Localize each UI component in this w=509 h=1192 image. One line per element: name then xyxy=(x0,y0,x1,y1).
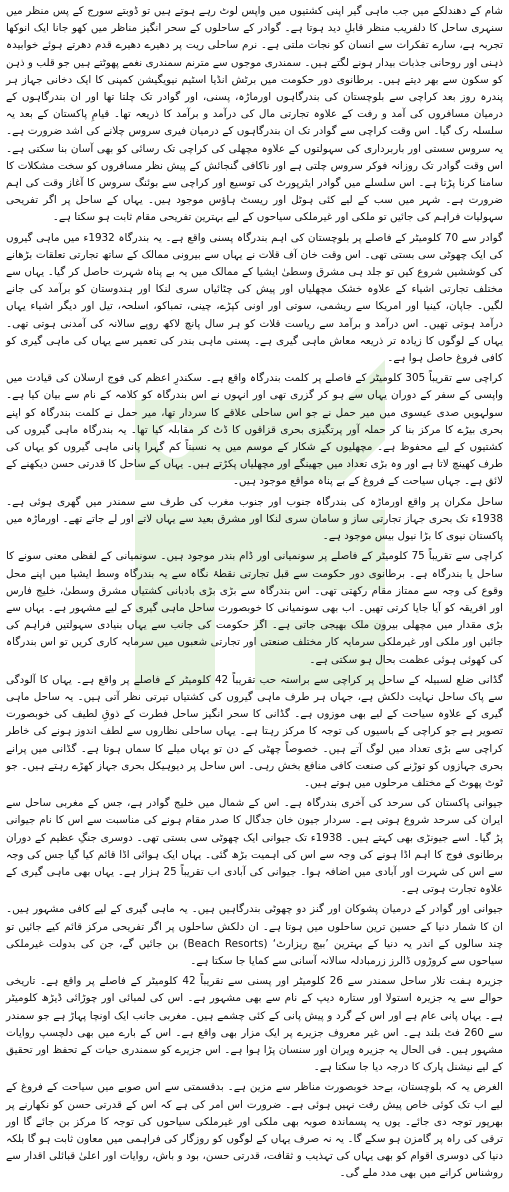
paragraph-gwadar: شام کے دھندلکے میں جب ماہی گیر اپنی کشتیوں میں واپس لوٹ رہے ہوتے ہیں تو ڈوبتے سورج کے پس منظر میں سنہری ساحل کا دلفریب منظر قابلِ دید ہوتا ہے۔ گوادر کے ساحلوں کے سحر انگیز مناظر میں کھو جانا ایک انوکھا تجربہ ہے، سارے تفکرات سے انسان کو نجات ملتی ہے۔ نرم ساحلی ریت پر دھیرے دھیرے قدم دھرتے ہوئے خوابیدہ ذہنی اور روحانی جذبات بیدار ہونے لگتے ہیں۔ سمندری موجوں سے مترنم سمندری نغمے پھوٹتے ہیں جو قلب و ذہن کو سکون سے بھر دیتے ہیں۔ برطانوی دور حکومت میں برٹش انڈیا اسٹیم نیویگیشن کمپنی کا ایک دخانی جہاز ہر پندرہ روز بعد کراچی سے بلوچستان کی بندرگاہوں اورماڑہ، پسنی، اور گوادر تک چلتا تھا اور ان بندرگاہوں کے درمیان مسافروں کی آمد و رفت کے علاوہ تجارتی مال کی درآمد و برآمد کا ذریعہ تھا۔ قیامِ پاکستان کے بعد یہ سلسلہ رک گیا۔ اس وقت کراچی سے گوادر تک ان بندرگاہوں کے درمیان فیری سروس چلانے کی اشد ضرورت ہے۔ یہ سروس سستی اور باربرداری کی سہولتوں کے علاوہ مچھلی کی کراچی تک رسائی کو بھی آسان بنا سکتی ہے۔ اس وقت گوادر تک روزانہ فوکر سروس چلتی ہے اور ناکافی گنجائش کے پیش نظر مسافروں کو سخت مشکلات کا سامنا کرنا پڑتا ہے۔ اس سلسلے میں گوادر ایئرپورٹ کی توسیع اور کراچی سے بوئنگ سروس کا آغاز وقت کی اہم ضرورت ہے۔ شہر میں سب کے لیے کئی ہوٹل اور ریسٹ ہاؤس موجود ہیں۔ یہاں کے ساحل پر اگر تفریحی سہولیات فراہم کی جائیں تو ملکی اور غیرملکی سیاحوں کے لیے بہترین تفریحی مقام ثابت ہو سکتا ہے۔ xyxy=(6,5,503,224)
paragraph-conclusion: الغرض یہ کہ بلوچستان، بےحد خوبصورت مناظر سے مزین ہے۔ بدقسمتی سے اس صوبے میں سیاحت کے فروغ کے لیے اب تک کوئی خاص پیش رفت نہیں ہوئی ہے۔ ضرورت اس امر کی ہے کہ اس کے قدرتی حسن کو نکھارنے پر بھرپور توجہ دی جائے۔ یوں یہ پسماندہ صوبہ بھی ملکی اور غیرملکی سیاحوں کی توجہ کا مرکز بن جائے گا اور ترقی کی راہ پر گامزن ہو سکے گا۔ یہ نہ صرف یہاں کے لوگوں کو روزگار کی فراہمی میں معاون ثابت ہو گا بلکہ دنیا کی دوسری اقوام کو بھی یہاں کی تہذیب و ثقافت، قدرتی حسن، بود و باش، روایات اور اعلیٰ قبائلی اقدار سے روشناس کرانے میں بھی مدد ملے گی۔ xyxy=(6,1081,503,1180)
paragraph-beach-resorts: جیوانی اور گوادر کے درمیان پشوکان اور گنز دو چھوٹی بندرگاہیں ہیں۔ یہ ماہی گیری کے لیے کافی مشہور ہیں۔ ان کا شمار دنیا کے حسین ترین ساحلوں میں ہوتا ہے۔ ان دلکش ساحلوں پر اگر تفریحی مرکز قائم کیے جائیں تو چند سالوں کے اندر یہ دنیا کے بہترین ’بیچ ریزارٹ‘ (Beach Resorts) بن جائیں گے، جن کی بدولت غیرملکی سیاحوں سے کروڑوں ڈالرز زرمبادلہ سالانہ آسانی سے کمایا جا سکتا ہے۔ xyxy=(6,903,503,967)
paragraph-kalmat: کراچی سے تقریباً 305 کلومیٹر کے فاصلے پر کلمت بندرگاہ واقع ہے۔ سکندرِ اعظم کی فوج ارسلان کی قیادت میں واپسی کے سفر کے دوران یہاں سے ہو کر گزری تھی اور انہوں نے اس بندرگاہ کو کلامہ کے نام سے بیان کیا ہے۔ سولہویں صدی عیسوی میں میر حمل نے جو اس ساحلی علاقے کا سردار تھا، میر حمل نے کلمت بندرگاہ کو اپنے بحری بیڑے کا مرکز بنا کر حملہ آور پرتگیزی بحری قزاقوں کا ڈٹ کر مقابلہ کیا تھا۔ یہ بندرگاہ ماہی گیروں کی کشتیوں کے لیے محفوظ ہے۔ مچھلیوں کے شکار کے موسم میں یہ نسبتاً کم گہرا پانی ماہی گیروں کو یہاں کی طرف کھینچ لاتا ہے اور وہ بڑی تعداد میں جھینگے اور مچھلیاں پکڑتے ہیں۔ یہاں کے ساحل کا قدرتی حسن دیکھنے کے لائق ہے۔ جہاں سیاحت کے فروغ کے بے پناہ مواقع موجود ہیں۔ xyxy=(6,372,504,488)
paragraph-ormara: ساحل مکران پر واقع اورماڑہ کی بندرگاہ جنوب اور جنوب مغرب کی طرف سے سمندر میں گھری ہوئی ہے۔ 1938ء تک بحری جہاز تجارتی ساز و سامان سری لنکا اور مشرق بعید سے یہاں لاتے اور لے جاتے تھے۔ اورماڑہ میں پاکستان نیوی کا بڑا نیول بیس موجود ہے۔ xyxy=(6,495,503,543)
paragraph-jiwani: جیوانی پاکستان کی سرحد کی آخری بندرگاہ ہے۔ اس کے شمال میں خلیج گوادر ہے، جس کے مغربی ساحل سے ایران کی سرحد شروع ہوتی ہے۔ سردار جیون خان جدگال کا صدر مقام ہونے کی مناسبت سے اس کا نام جیوانی پڑ گیا۔ اسے جیونڑی بھی کہتے ہیں۔ 1938ء تک جیوانی ایک چھوٹی سی بستی تھی۔ دوسری جنگِ عظیم کے دوران برطانوی فوج کا اہم اڈا ہونے کی وجہ سے اس کی اہمیت بڑھ گئی۔ یہاں ایک ہوائی اڈا قائم کیا گیا جس کی وجہ سے اس کی شہرت اور آبادی میں اضافہ ہوا۔ جیوانی کی آبادی اب تقریباً 25 ہزار ہے۔ یہاں بھی ماہی گیری کے علاوہ تجارت ہوتی ہے۔ xyxy=(6,797,504,896)
article-body xyxy=(6,3,503,1183)
paragraph-gadani: گڈانی ضلع لسبیلہ کے ساحل پر کراچی سے براستہ حب تقریباً 42 کلومیٹر کے فاصلے پر واقع ہے۔ یہاں کا آلودگی سے پاک ساحل نہایت دلکش ہے، جہاں ہر طرف ماہی گیروں کی کشتیاں تیرتی نظر آتی ہیں۔ یہ ساحل ماہی گیری کے علاوہ سیاحت کے لیے بھی موزوں ہے۔ گڈانی کا سحر انگیز ساحل فطرت کے ذوقِ لطیف کی خوبصورت تصویر ہے جو کراچی کے باسیوں کی توجہ کا مرکز رہتا ہے۔ یہاں ساحلی نظاروں سے لطف اندوز ہونے کی خاطر کراچی سے بڑی تعداد میں لوگ آتے ہیں۔ خصوصاً چھٹی کے دن تو یہاں میلے کا سماں ہوتا ہے۔ گڈانی میں پرانے بحری جہازوں کو توڑنے کی صنعت کافی منافع بخش رہی۔ اس ساحل پر دیوہیکل بحری جہاز کھڑے رہتے ہیں۔ جو ٹوٹ پھوٹ کے مختلف مرحلوں میں ہوتے ہیں۔ xyxy=(6,673,503,789)
paragraph-pasni: گوادر سے 70 کلومیٹر کے فاصلے پر بلوچستان کی اہم بندرگاہ پسنی واقع ہے۔ یہ بندرگاہ 1932ء میں ماہی گیروں کی ایک چھوٹی سی بستی تھی۔ اس وقت خان آف قلات نے یہاں سے بیرونی ممالک کے ساتھ تجارتی تعلقات بڑھانے کی کوششیں شروع کیں تو جلد ہی مشرق وسطیٰ ایشیا کے ممالک میں یہ بے پناہ شہرت حاصل کر گیا۔ یہاں سے مختلف تجارتی اشیاء کے علاوہ خشک مچھلیاں اور پیش کی چٹائیاں سری لنکا اور ہندوستان کو برآمد کی جانے لگیں۔ جاپان، کینیا اور امریکا سے ریشمی، سوتی اور اونی کپڑے، چینی، تمباکو، اسلحہ، تیل اور دیگر اشیاء یہاں درآمد ہوتی تھیں۔ اس درآمد و برآمد سے ریاست قلات کو ہر سال پانچ لاکھ روپے سالانہ کی آمدنی ہوتی تھی۔ یہاں کے لوگوں کا زیادہ تر ذریعہ معاش ماہی گیری ہے۔ پسنی ماہی بندر کی تعمیر سے یہاں کی ماہی گیری کو کافی فروغ حاصل ہوا ہے۔ xyxy=(6,231,503,365)
paragraph-sonmiani: کراچی سے تقریباً 75 کلومیٹر کے فاصلے پر سونمیانی اور ڈام بندر موجود ہیں۔ سونمیانی کے لفظی معنی سونے کا ساحل یا بندرگاہ ہے۔ برطانوی دور حکومت سے قبل تجارتی نقطۂ نگاہ سے یہ بندرگاہ وسط ایشیا میں اپنے محل وقوع کی وجہ سے ممتاز مقام رکھتی تھی۔ اس بندرگاہ سے بڑی بڑی بادبانی کشتیاں مشرق وسطیٰ، خلیج فارس اور افریقہ کو آیا جایا کرتی تھیں۔ اب بھی سونمیانی کا خوبصورت ساحل ماہی گیری کے لیے مشہور ہے۔ یہاں سے بڑی مقدار میں مچھلی بیرون ملک بھیجی جاتی ہے۔ اگر حکومت کی جانب سے یہاں بنیادی سہولتیں فراہم کی جائیں اور ملکی اور غیرملکی سرمایہ کار مختلف صنعتی اور تجارتی شعبوں میں سرمایہ کاری کریں تو اس بندرگاہ کی کھوئی ہوئی عظمت بحال ہو سکتی ہے۔ xyxy=(6,550,503,666)
paragraph-astola-island: جزیرہ ہفت تلار ساحل سمندر سے 26 کلومیٹر اور پسنی سے تقریباً 42 کلومیٹر کے فاصلے پر واقع ہے۔ تاریخی حوالے سے یہ جزیرہ استولا اور ستارہ دیپ کے نام سے بھی مشہور ہے۔ اس کی لمبائی اور چوڑائی ڈیڑھ کلومیٹر ہے۔ یہاں پانی عام ہے اور اس کے گرد و پیش پانی کے کئی چشمے ہیں۔ مغربی جانب ایک اونچا پہاڑ ہے جو سمندر سے 260 فٹ بلند ہے۔ اس غیر معروف جزیرے پر ایک مزار بھی واقع ہے۔ اس کے بارے میں بھی دلچسپ روایات مشہور ہیں۔ فی الحال یہ جزیرہ ویران اور سنسان پڑا ہوا ہے۔ اس جزیرے کو سمندری حیات کے تحفظ اور تحقیق کے لیے نیشنل پارک کا درجہ دیا جا سکتا ہے۔ xyxy=(6,975,503,1074)
